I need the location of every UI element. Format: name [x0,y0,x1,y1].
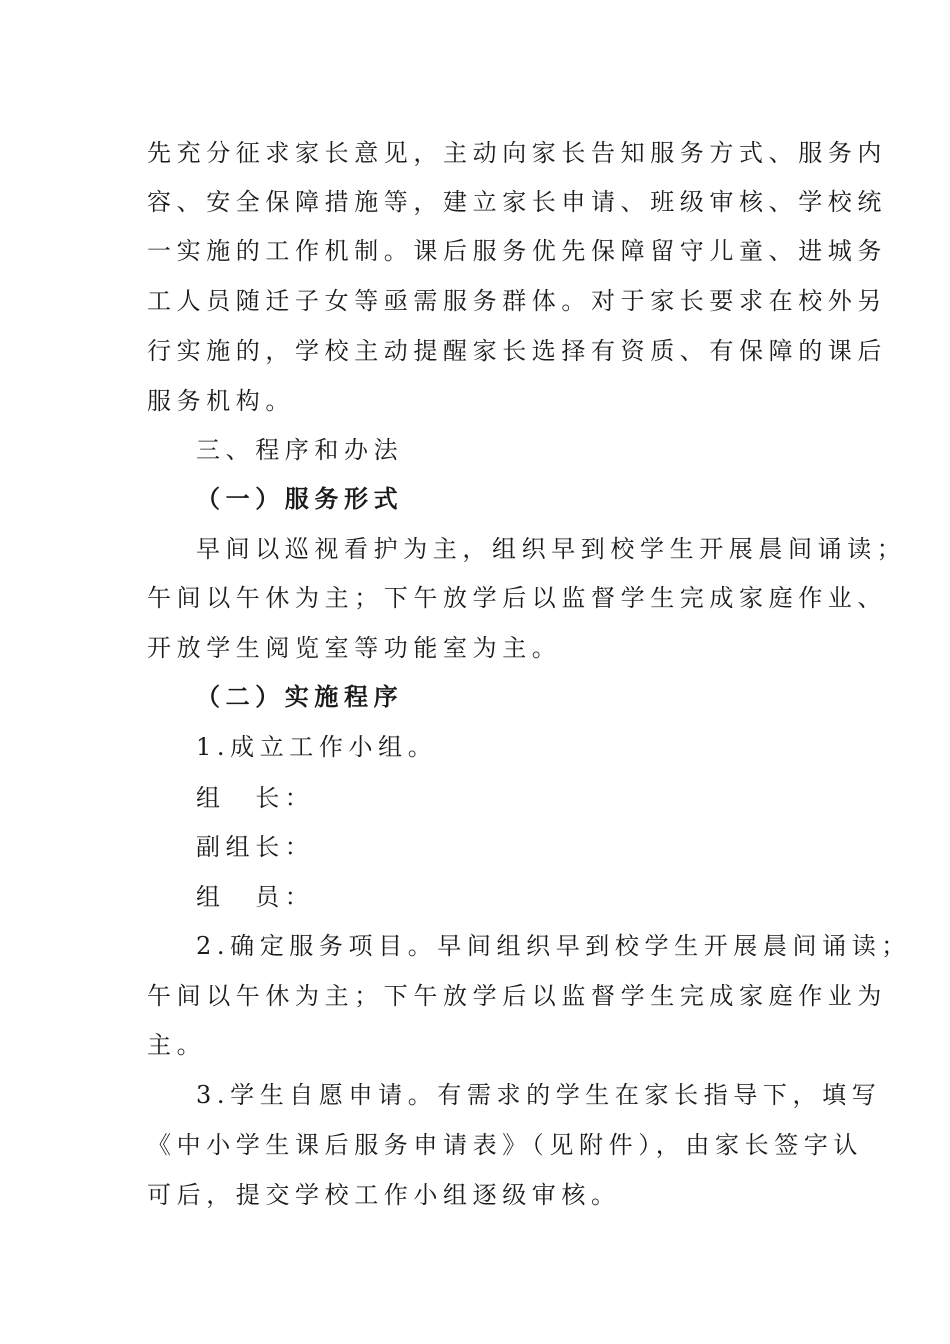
paragraph-line: 可后，提交学校工作小组逐级审核。 [147,1181,621,1209]
paragraph-line: 行实施的，学校主动提醒家长选择有资质、有保障的课后 [147,337,887,365]
subsection-heading: （一）服务形式 [196,485,404,513]
paragraph-line: 《中小学生课后服务申请表》（见附件），由家长签字认 [147,1131,863,1159]
step-item: 1.成立工作小组。 [196,733,438,761]
paragraph-line: 午间以午休为主；下午放学后以监督学生完成家庭作业为 [147,982,887,1010]
paragraph-line: 午间以午休为主；下午放学后以监督学生完成家庭作业、 [147,584,887,612]
paragraph-line: 开放学生阅览室等功能室为主。 [147,634,562,662]
paragraph-line: 容、安全保障措施等，建立家长申请、班级审核、学校统 [147,188,887,216]
deputy-leader-label: 副组长： [196,833,315,861]
paragraph-line: 一实施的工作机制。课后服务优先保障留守儿童、进城务 [147,237,887,265]
member-label: 组 员： [196,883,315,911]
paragraph-line: 3.学生自愿申请。有需求的学生在家长指导下，填写 [196,1081,882,1109]
subsection-heading: （二）实施程序 [196,683,404,711]
paragraph-line: 工人员随迁子女等亟需服务群体。对于家长要求在校外另 [147,287,887,315]
paragraph-line: 服务机构。 [147,387,295,415]
paragraph-line: 2.确定服务项目。早间组织早到校学生开展晨间诵读； [196,932,911,960]
section-heading: 三、程序和办法 [196,436,404,464]
group-leader-label: 组 长： [196,784,315,812]
paragraph-line: 早间以巡视看护为主，组织早到校学生开展晨间诵读； [196,535,907,563]
paragraph-line: 先充分征求家长意见，主动向家长告知服务方式、服务内 [147,139,887,167]
paragraph-line: 主。 [147,1031,207,1059]
